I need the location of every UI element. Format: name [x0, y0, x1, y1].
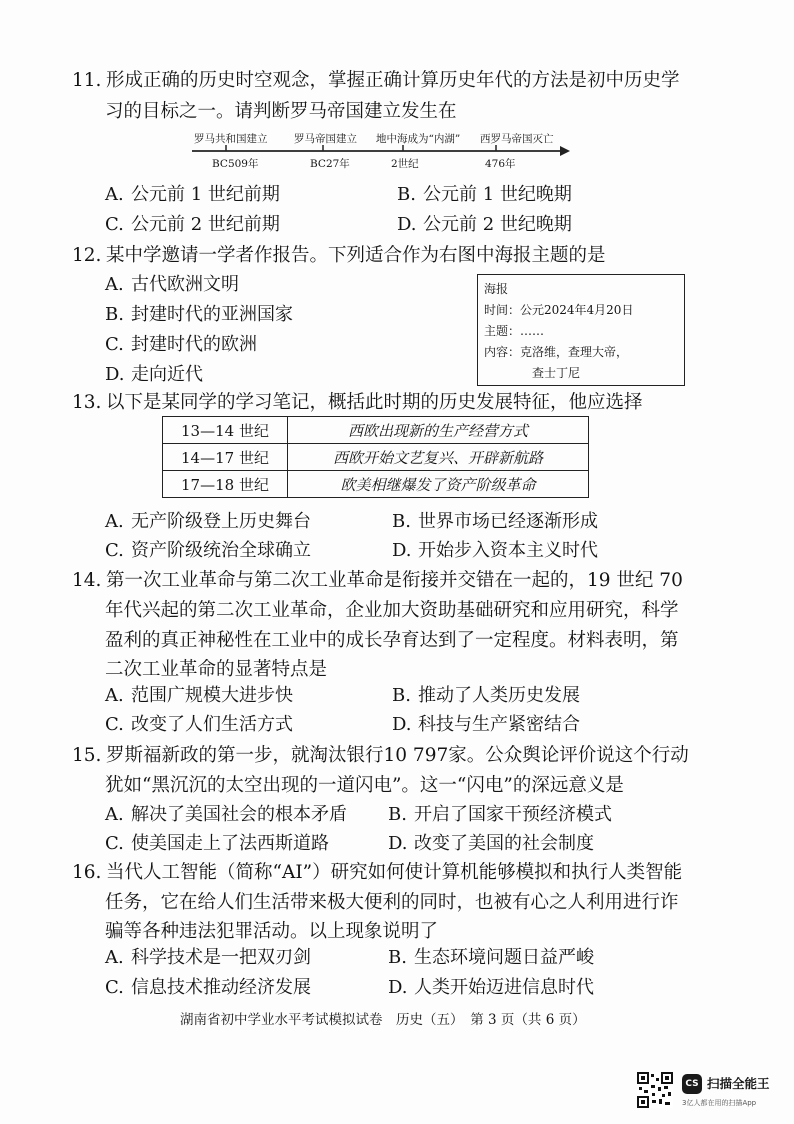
option-letter: C. — [105, 833, 124, 854]
option-c[interactable] — [105, 830, 329, 858]
timeline-event-label: 地中海成为“内湖” — [376, 133, 461, 145]
question-number: 16. — [72, 862, 102, 883]
option-c[interactable] — [105, 711, 293, 739]
option-letter: B. — [105, 304, 124, 325]
question-text-line: 任务，它在给人们生活带来极大便利的同时，也被有心之人利用进行诈 — [105, 892, 679, 913]
option-letter: D. — [392, 714, 412, 735]
option-letter: A. — [105, 685, 124, 706]
option-text: 世界市场已经逐渐形成 — [418, 511, 598, 532]
option-text: 开始步入资本主义时代 — [418, 540, 598, 561]
option-letter: B. — [397, 184, 416, 205]
question-text-line: 形成正确的历史时空观念，掌握正确计算历史年代的方法是初中历史学 — [106, 70, 680, 91]
option-a[interactable] — [105, 682, 293, 710]
question-11-stem — [72, 66, 680, 96]
option-text: 改变了人们生活方式 — [131, 714, 293, 735]
question-13-stem — [72, 388, 643, 418]
question-text-line: 二次工业革命的显著特点是 — [105, 659, 328, 680]
option-text: 公元前 2 世纪前期 — [131, 214, 280, 235]
option-text: 科技与生产紧密结合 — [418, 714, 580, 735]
table-cell-period: 13—14 世纪 — [163, 417, 288, 444]
option-b[interactable] — [392, 682, 580, 710]
option-text: 无产阶级登上历史舞台 — [131, 511, 311, 532]
option-b[interactable] — [388, 944, 594, 972]
option-letter: B. — [392, 511, 411, 532]
option-letter: A. — [105, 804, 124, 825]
question-text-line: 习的目标之一。请判断罗马帝国建立发生在 — [105, 101, 457, 122]
timeline-event-label: 罗马帝国建立 — [294, 133, 357, 145]
question-12-stem — [72, 241, 606, 271]
option-d[interactable] — [388, 974, 594, 1002]
camscanner-logo-icon: CS — [682, 1074, 702, 1094]
question-number: 11. — [72, 70, 102, 91]
option-text: 开启了国家干预经济模式 — [414, 804, 612, 825]
timeline-date-label: 2世纪 — [391, 158, 419, 170]
question-text-line: 罗斯福新政的第一步，就淘汰银行10 797家。公众舆论评价说这个行动 — [106, 745, 689, 766]
option-text: 公元前 2 世纪晚期 — [423, 214, 572, 235]
question-text-line: 以下是某同学的学习笔记，概括此时期的历史发展特征，他应选择 — [106, 392, 643, 413]
question-14-stem — [72, 566, 683, 596]
option-a[interactable] — [105, 181, 280, 209]
option-text: 公元前 1 世纪晚期 — [423, 184, 572, 205]
option-a[interactable] — [105, 271, 239, 299]
timeline-date-label: BC27年 — [310, 158, 350, 170]
option-letter: B. — [388, 947, 407, 968]
timeline-date-label: BC509年 — [212, 158, 259, 170]
question-15-stem — [72, 741, 689, 771]
option-text: 信息技术推动经济发展 — [131, 977, 311, 998]
option-letter: C. — [105, 334, 124, 355]
option-c[interactable] — [105, 331, 257, 359]
question-text-line: 当代人工智能（简称“AI”）研究如何使计算机能够模拟和执行人类智能 — [106, 862, 683, 883]
option-d[interactable] — [397, 211, 572, 239]
qr-code-icon — [637, 1072, 673, 1108]
poster-content: 内容：克洛维，查理大帝， — [484, 345, 629, 359]
poster-title: 海报 — [484, 282, 509, 296]
question-16-stem — [72, 858, 682, 888]
option-text: 科学技术是一把双刃剑 — [131, 947, 311, 968]
option-text: 范围广规模大进步快 — [131, 685, 293, 706]
option-text: 走向近代 — [131, 364, 203, 385]
option-a[interactable] — [105, 801, 347, 829]
table-cell-note: 西欧开始文艺复兴、开辟新航路 — [288, 444, 589, 471]
option-letter: D. — [388, 977, 408, 998]
question-number: 12. — [72, 245, 102, 266]
question-text-line: 第一次工业革命与第二次工业革命是衔接并交错在一起的，19 世纪 70 — [106, 570, 683, 591]
option-letter: C. — [105, 977, 124, 998]
option-letter: A. — [105, 947, 124, 968]
option-d[interactable] — [105, 361, 203, 389]
option-letter: D. — [388, 833, 408, 854]
question-number: 15. — [72, 745, 102, 766]
option-letter: B. — [388, 804, 407, 825]
option-letter: A. — [105, 184, 124, 205]
option-text: 封建时代的亚洲国家 — [131, 304, 293, 325]
option-b[interactable] — [105, 301, 293, 329]
question-text-line: 盈利的真正神秘性在工业中的成长孕育达到了一定程度。材料表明，第 — [105, 630, 679, 651]
option-text: 封建时代的欧洲 — [131, 334, 257, 355]
scanner-app-name: 扫描全能王 — [707, 1076, 770, 1091]
option-letter: C. — [105, 714, 124, 735]
timeline-event-label: 罗马共和国建立 — [194, 133, 268, 145]
page-footer: 湖南省初中学业水平考试模拟试卷 历史（五） 第 3 页（共 6 页） — [180, 1012, 586, 1028]
option-b[interactable] — [397, 181, 572, 209]
option-d[interactable] — [392, 537, 598, 565]
timeline-figure — [190, 131, 570, 175]
option-b[interactable] — [392, 508, 598, 536]
question-number: 14. — [72, 570, 102, 591]
option-d[interactable] — [392, 711, 580, 739]
question-number: 13. — [72, 392, 102, 413]
timeline-date-label: 476年 — [485, 158, 516, 170]
option-letter: C. — [105, 214, 124, 235]
option-b[interactable] — [388, 801, 612, 829]
option-text: 生态环境问题日益严峻 — [414, 947, 594, 968]
option-text: 推动了人类历史发展 — [418, 685, 580, 706]
table-cell-note: 西欧出现新的生产经营方式 — [288, 417, 589, 444]
option-letter: A. — [105, 511, 124, 532]
question-text-line: 某中学邀请一学者作报告。下列适合作为右图中海报主题的是 — [106, 245, 606, 266]
table-row — [163, 444, 589, 471]
option-text: 古代欧洲文明 — [131, 274, 239, 295]
table-cell-period: 17—18 世纪 — [163, 471, 288, 498]
option-a[interactable] — [105, 508, 311, 536]
table-row — [163, 471, 589, 498]
option-c[interactable] — [105, 211, 280, 239]
study-notes-table — [162, 416, 589, 498]
option-text: 改变了美国的社会制度 — [414, 833, 594, 854]
option-a[interactable] — [105, 944, 311, 972]
option-letter: D. — [397, 214, 417, 235]
option-text: 使美国走上了法西斯道路 — [131, 833, 329, 854]
option-letter: D. — [105, 364, 125, 385]
table-cell-period: 14—17 世纪 — [163, 444, 288, 471]
table-cell-note: 欧美相继爆发了资产阶级革命 — [288, 471, 589, 498]
option-letter: C. — [105, 540, 124, 561]
option-text: 解决了美国社会的根本矛盾 — [131, 804, 347, 825]
option-c[interactable] — [105, 537, 311, 565]
question-text-line: 犹如“黑沉沉的太空出现的一道闪电”。这一“闪电”的深远意义是 — [105, 775, 624, 796]
option-c[interactable] — [105, 974, 311, 1002]
poster-time: 时间：公元2024年4月20日 — [484, 303, 634, 317]
question-text-line: 年代兴起的第二次工业革命，企业加大资助基础研究和应用研究，科学 — [105, 600, 679, 621]
timeline-event-label: 西罗马帝国灭亡 — [480, 133, 554, 145]
option-d[interactable] — [388, 830, 594, 858]
option-text: 公元前 1 世纪前期 — [131, 184, 280, 205]
poster-box — [477, 274, 685, 386]
option-letter: B. — [392, 685, 411, 706]
option-text: 资产阶级统治全球确立 — [131, 540, 311, 561]
table-row — [163, 417, 589, 444]
option-letter: D. — [392, 540, 412, 561]
poster-theme: 主题：…… — [484, 324, 545, 338]
option-letter: A. — [105, 274, 124, 295]
option-text: 人类开始迈进信息时代 — [414, 977, 594, 998]
question-text-line: 骗等各种违法犯罪活动。以上现象说明了 — [105, 921, 439, 942]
timeline-axis — [190, 143, 570, 157]
poster-content-continued: 查士丁尼 — [532, 366, 581, 380]
scanner-app-tagline: 3亿人都在用的扫描App — [682, 1099, 757, 1107]
